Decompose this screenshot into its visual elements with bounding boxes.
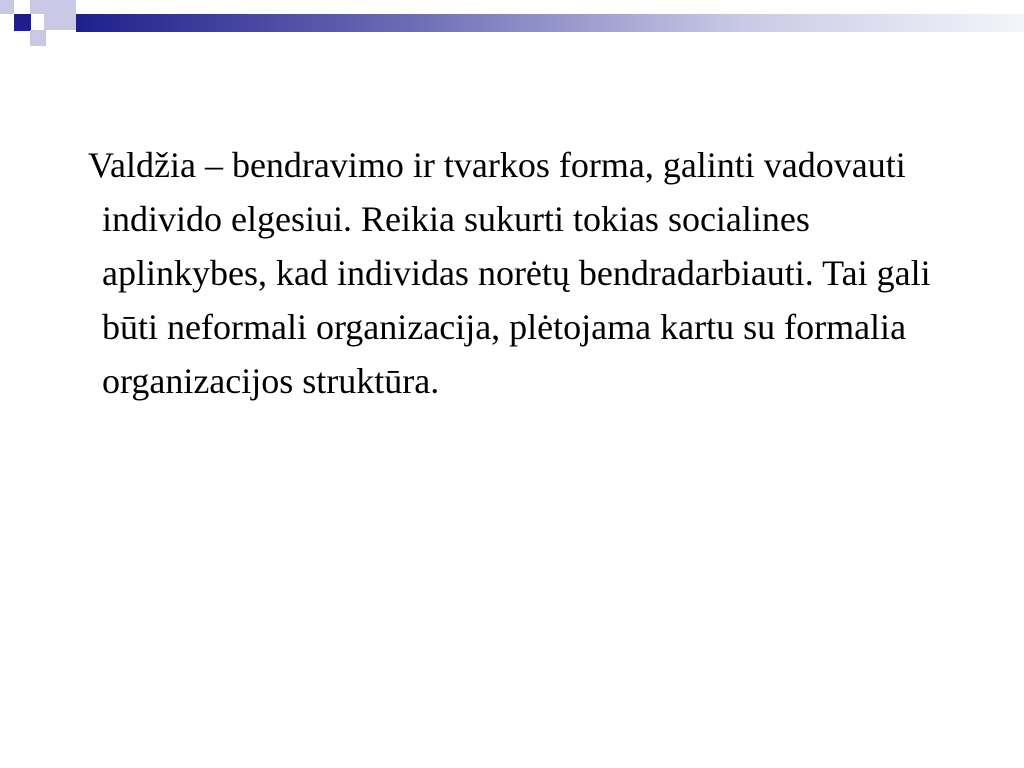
header-gradient-bar (76, 14, 1024, 32)
body-paragraph: Valdžia – bendravimo ir tvarkos forma, galinti vadovauti individo elgesiui. Reikia sukurti tokias socialines aplinkybes, kad individas norėtų bendradarbiauti. Tai gali būti neformali organizacija, plėtojama kartu su formalia organizacijos struktūra. (88, 145, 931, 401)
deco-square (30, 0, 44, 14)
deco-square (0, 0, 14, 14)
deco-square (60, 14, 76, 30)
deco-square (44, 14, 60, 30)
slide-body (88, 138, 968, 408)
deco-square (14, 14, 31, 31)
deco-square (30, 30, 46, 46)
header-decoration (0, 0, 1024, 70)
